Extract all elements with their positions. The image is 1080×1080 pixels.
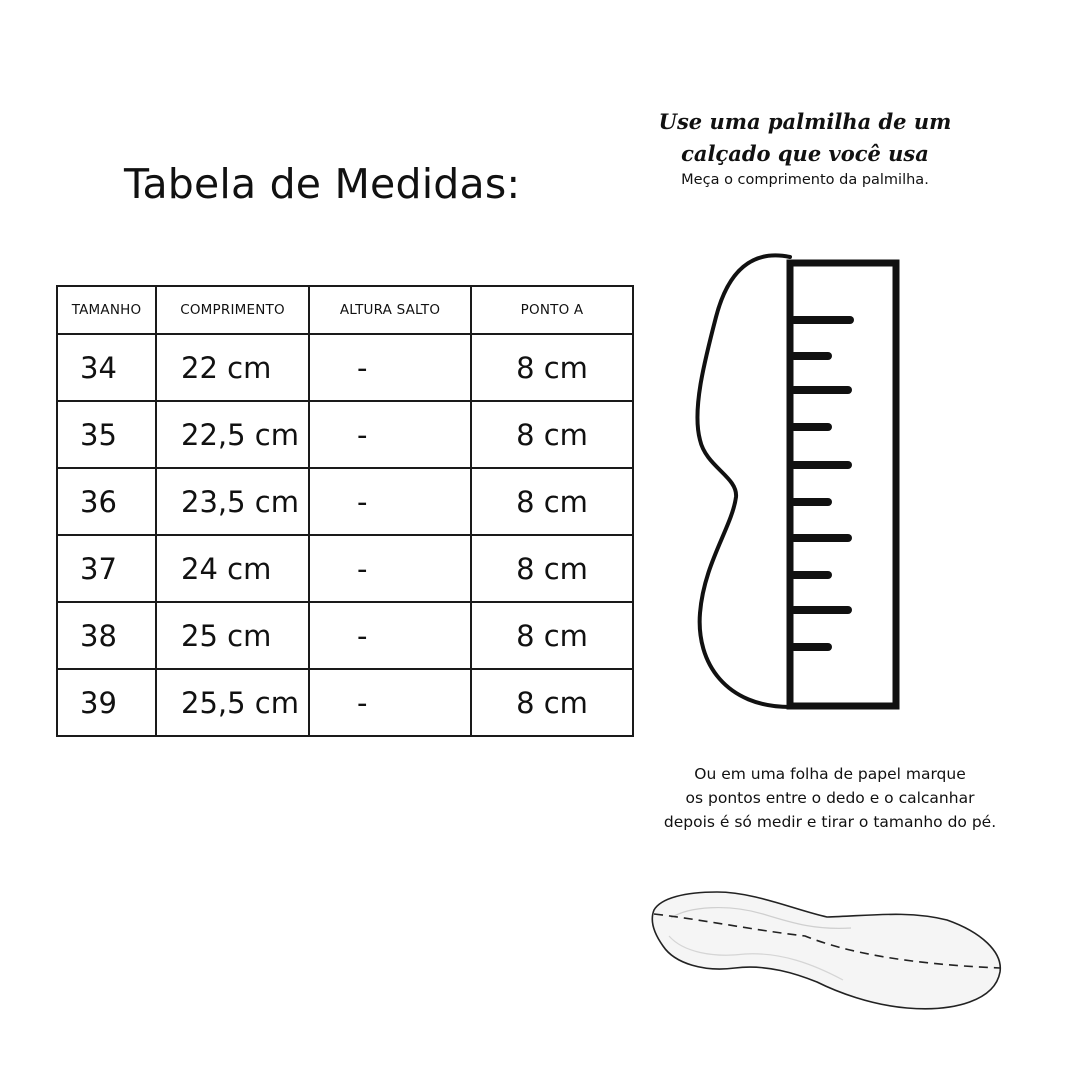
insole-ruler-icon: [690, 245, 910, 715]
foot-outline-shape: [652, 892, 1000, 1009]
cell-size: 36: [57, 468, 156, 535]
cell-heel-height: -: [309, 602, 471, 669]
header-heel-height: ALTURA SALTO: [309, 286, 471, 334]
cell-point-a: 8 cm: [471, 669, 633, 736]
cell-heel-height: -: [309, 334, 471, 401]
table-header-row: [57, 286, 633, 334]
table-row: [57, 669, 633, 736]
cell-heel-height: -: [309, 535, 471, 602]
cell-length: 23,5 cm: [156, 468, 309, 535]
cell-length: 25 cm: [156, 602, 309, 669]
cell-heel-height: -: [309, 401, 471, 468]
insole-tip-title-line: Use uma palmilha de um: [658, 109, 952, 134]
cell-point-a: 8 cm: [471, 468, 633, 535]
insole-tip-title-line: calçado que você usa: [681, 141, 929, 166]
cell-length: 25,5 cm: [156, 669, 309, 736]
paper-instructions-line: os pontos entre o dedo e o calcanhar: [685, 789, 975, 807]
cell-heel-height: -: [309, 669, 471, 736]
cell-length: 24 cm: [156, 535, 309, 602]
table-row: [57, 401, 633, 468]
paper-instructions: [640, 762, 1020, 834]
insole-outline: [697, 255, 790, 707]
cell-size: 35: [57, 401, 156, 468]
page-title: Tabela de Medidas:: [124, 160, 521, 208]
cell-size: 37: [57, 535, 156, 602]
foot-outline-icon: [645, 880, 1015, 1030]
table-row: [57, 535, 633, 602]
paper-instructions-line: depois é só medir e tirar o tamanho do pé.: [663, 813, 997, 831]
cell-size: 34: [57, 334, 156, 401]
size-table: [56, 285, 634, 737]
cell-size: 38: [57, 602, 156, 669]
header-size: TAMANHO: [57, 286, 156, 334]
cell-point-a: 8 cm: [471, 401, 633, 468]
ruler-body: [790, 263, 896, 706]
cell-size: 39: [57, 669, 156, 736]
cell-point-a: 8 cm: [471, 535, 633, 602]
insole-tip-title: [640, 106, 970, 170]
header-length: COMPRIMENTO: [156, 286, 309, 334]
table-row: [57, 334, 633, 401]
cell-point-a: 8 cm: [471, 334, 633, 401]
cell-point-a: 8 cm: [471, 602, 633, 669]
table-row: [57, 602, 633, 669]
cell-length: 22 cm: [156, 334, 309, 401]
paper-instructions-line: Ou em uma folha de papel marque: [694, 765, 966, 783]
header-point-a: PONTO A: [471, 286, 633, 334]
insole-tip-subtitle: Meça o comprimento da palmilha.: [681, 172, 929, 188]
cell-length: 22,5 cm: [156, 401, 309, 468]
table-row: [57, 468, 633, 535]
cell-heel-height: -: [309, 468, 471, 535]
